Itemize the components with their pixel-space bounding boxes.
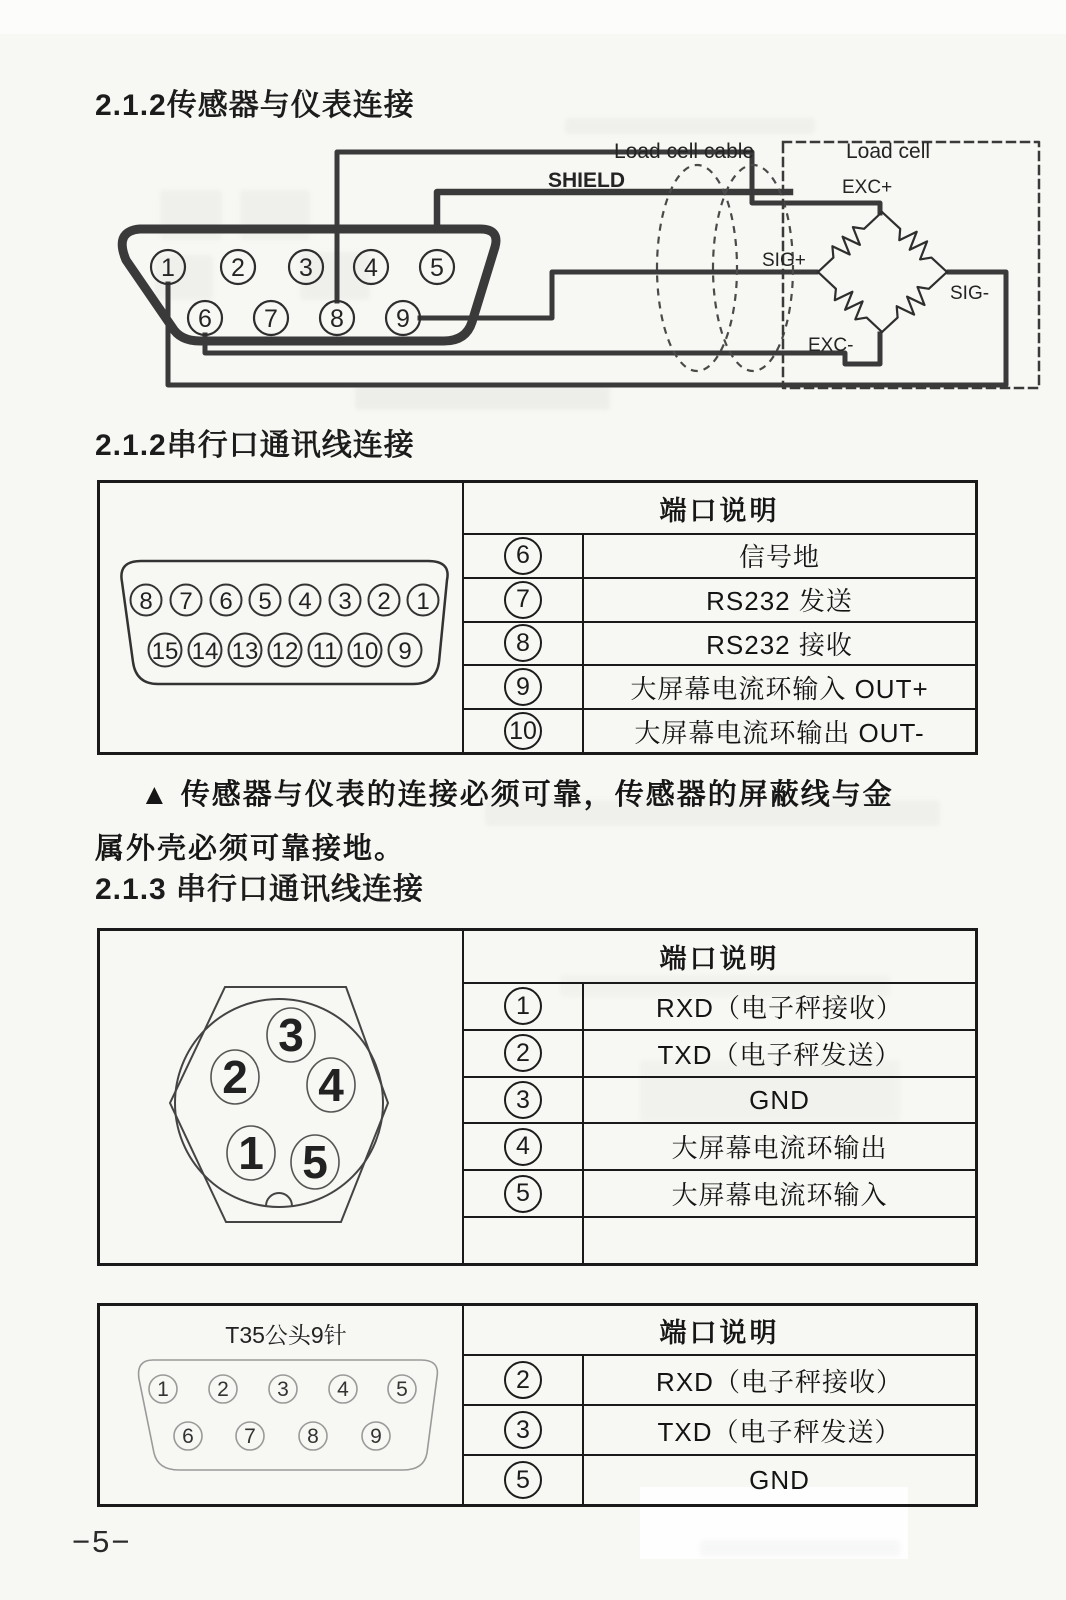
shield-label: SHIELD: [548, 169, 626, 192]
db15-pin-number: 13: [231, 638, 259, 665]
db15-pin-number: 5: [258, 588, 272, 615]
db9-pin-number: 7: [264, 305, 278, 333]
db9-pin-number: 2: [231, 254, 245, 282]
bridge-resistor: [818, 212, 882, 272]
t35-connector-label: T35公头9针: [225, 1322, 347, 1348]
bridge-resistor: [882, 212, 947, 272]
round5-circle: [175, 999, 383, 1207]
cable-ellipse: [657, 165, 737, 371]
table-header: 端口说明: [659, 495, 780, 526]
t35-pin-number: 5: [396, 1378, 408, 1401]
t35-shell: [139, 1360, 438, 1470]
db9-pin-circle: [386, 301, 420, 335]
pin-description: GND: [749, 1084, 810, 1115]
wire-pin8-excplus: [337, 152, 880, 301]
section-heading-2: 2.1.2串行口通讯线连接: [95, 429, 415, 462]
pin-description: RS232 发送: [706, 586, 853, 617]
pin-description: 大屏幕电流环输入 OUT+: [630, 673, 929, 704]
db15-pin-number: 9: [398, 638, 412, 665]
table-row: [464, 1122, 975, 1169]
round5-pin-number: 3: [278, 1009, 304, 1061]
table-row: [464, 621, 975, 665]
bleedthrough-artifact: [240, 190, 310, 240]
sig-minus-label: SIG-: [950, 283, 990, 304]
bleedthrough-artifact: [300, 252, 370, 300]
db15-pin-number: 10: [351, 638, 379, 665]
page-number: −5−: [72, 1524, 132, 1559]
pin-number: 3: [504, 1081, 542, 1119]
t35-pin-number: 6: [182, 1425, 194, 1448]
t35-connector-drawing: [100, 1306, 459, 1504]
bleedthrough-artifact: [155, 255, 213, 300]
t35-pin-number: 2: [217, 1378, 229, 1401]
table-header: 端口说明: [659, 1317, 780, 1348]
serial-port-table-round5: [97, 928, 978, 1266]
load-cell-label: Load cell: [846, 140, 931, 163]
warning-note-line2: 属外壳必须可靠接地。: [95, 833, 406, 865]
bleedthrough-artifact: [700, 1540, 900, 1556]
pin-number: 8: [504, 624, 542, 662]
pin-number: 10: [504, 712, 542, 750]
pin-number: 6: [504, 537, 542, 575]
t35-pin-number: 3: [277, 1378, 289, 1401]
db15-pin-number: 8: [139, 588, 153, 615]
round5-pin-number: 1: [238, 1127, 264, 1179]
db9-pin-number: 3: [299, 254, 313, 282]
wire-pin1-sigminus: [168, 272, 1006, 385]
serial-port-table-t35: [97, 1303, 978, 1507]
pin-description: 信号地: [738, 542, 820, 573]
pin-description: TXD（电子秤发送）: [657, 1416, 902, 1447]
table-row: [464, 1354, 975, 1404]
round5-pin-number: 2: [222, 1051, 248, 1103]
round5-connector-drawing: [100, 931, 459, 1263]
pin-description: 大屏幕电流环输出: [671, 1133, 888, 1164]
round5-pin-number: 4: [318, 1059, 344, 1111]
t35-pin-number: 9: [370, 1425, 382, 1448]
table-row: [464, 577, 975, 621]
round5-hexagon: [170, 987, 388, 1222]
db15-pin-number: 15: [151, 638, 179, 665]
scan-edge-band: [0, 0, 1066, 34]
table-row: [464, 708, 975, 752]
table-header: 端口说明: [659, 944, 780, 974]
bridge-resistor: [882, 272, 947, 332]
pin-number: 3: [504, 1411, 542, 1449]
db15-pin-number: 12: [271, 638, 299, 665]
db9-pin-number: 9: [396, 305, 410, 333]
pin-number: 1: [504, 987, 542, 1025]
db9-pin-number: 6: [198, 305, 212, 333]
cable-ellipse: [713, 165, 793, 371]
pin-number: 2: [504, 1361, 542, 1399]
db9-pin-circle: [420, 250, 454, 284]
table-row: [464, 1029, 975, 1076]
t35-pin-number: 7: [244, 1425, 256, 1448]
round5-notch: [266, 1193, 292, 1206]
serial-port-table-db15: [97, 480, 978, 755]
db15-pin-number: 14: [191, 638, 219, 665]
section-heading-1: 2.1.2传感器与仪表连接: [95, 89, 415, 122]
db9-pin-number: 5: [430, 254, 444, 282]
warning-note-line1: ▲ 传感器与仪表的连接必须可靠，传感器的屏蔽线与金: [140, 779, 894, 811]
db15-pin-number: 6: [219, 588, 233, 615]
db15-pin-number: 7: [179, 588, 193, 615]
db15-shell: [121, 561, 447, 684]
bleedthrough-artifact: [355, 386, 610, 410]
load-cell-box: [783, 142, 1039, 388]
round5-pin-number: 5: [302, 1136, 328, 1188]
pin-number: 5: [504, 1461, 542, 1499]
db15-pin-number: 1: [416, 588, 430, 615]
load-cell-cable-label: Load cell cable: [614, 140, 755, 163]
table-row: [464, 1169, 975, 1216]
exc-minus-label: EXC-: [808, 335, 854, 356]
db9-pin-circle: [320, 301, 354, 335]
wire-pin6-excminus: [205, 334, 880, 364]
db9-pin-circle: [254, 301, 288, 335]
db9-pin-number: 4: [364, 254, 378, 282]
wire-pin9-sigplus: [420, 272, 816, 318]
t35-pin-number: 1: [157, 1378, 169, 1401]
wire-shield: [437, 192, 790, 229]
db9-pin-number: 8: [330, 305, 344, 333]
db15-pin-number: 3: [338, 588, 352, 615]
pin-number: 2: [504, 1034, 542, 1072]
db15-pin-number: 2: [377, 588, 391, 615]
pin-number: 7: [504, 581, 542, 619]
table-row: [464, 982, 975, 1029]
pin-description: RXD（电子秤接收）: [656, 1366, 903, 1397]
pin-number: 4: [504, 1128, 542, 1166]
pin-description: 大屏幕电流环输入: [671, 1180, 888, 1211]
pin-description: TXD（电子秤发送）: [657, 1039, 902, 1070]
table-row: [464, 664, 975, 708]
db15-pin-number: 11: [312, 638, 338, 665]
pin-number: 9: [504, 668, 542, 706]
db9-pin-circle: [221, 250, 255, 284]
bleedthrough-artifact: [565, 118, 815, 134]
db9-pin-circle: [188, 301, 222, 335]
db15-pin-number: 4: [298, 588, 312, 615]
t35-pin-number: 8: [307, 1425, 319, 1448]
pin-description: RXD（电子秤接收）: [656, 992, 903, 1023]
db15-connector-drawing: [100, 483, 459, 752]
sig-plus-label: SIG+: [762, 250, 806, 271]
pin-description: RS232 接收: [706, 629, 853, 660]
pin-number: 5: [504, 1175, 542, 1213]
bridge-resistor: [818, 272, 882, 332]
exc-plus-label: EXC+: [842, 177, 893, 198]
table-row: [464, 533, 975, 577]
pin-description: 大屏幕电流环输出 OUT-: [634, 717, 925, 748]
t35-pin-number: 4: [337, 1378, 349, 1401]
table-row-empty: [464, 1216, 975, 1263]
table-row: [464, 1076, 975, 1123]
section-heading-3: 2.1.3 串行口通讯线连接: [95, 873, 425, 906]
db9-pin-number: 1: [161, 254, 175, 282]
table-row: [464, 1454, 975, 1504]
table-row: [464, 1404, 975, 1454]
bleedthrough-artifact: [160, 190, 222, 240]
pin-description: GND: [749, 1464, 810, 1495]
